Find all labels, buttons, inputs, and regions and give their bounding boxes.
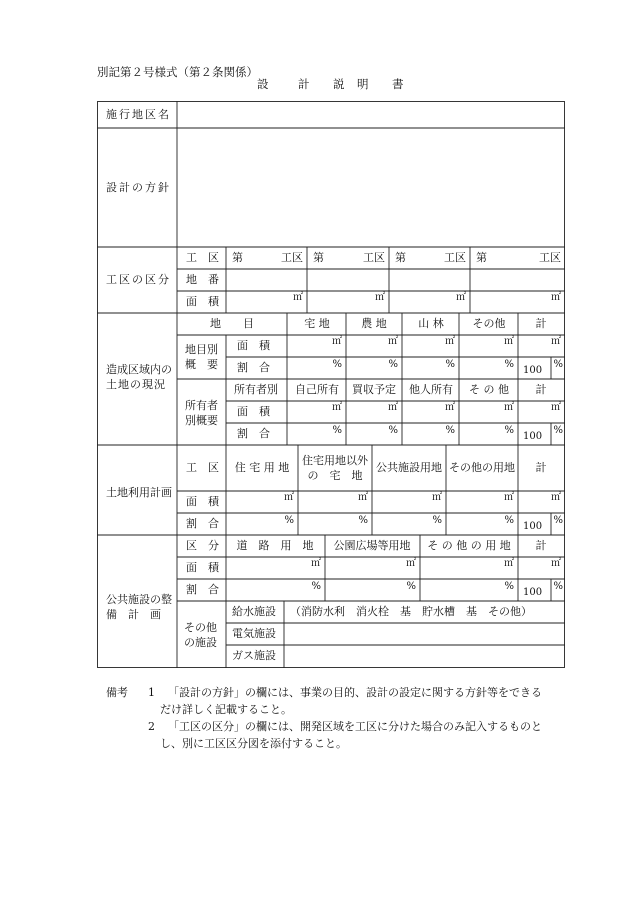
unit-pct: % <box>332 359 342 370</box>
unit-pct: % <box>445 425 455 436</box>
unit-sqm: ㎡ <box>504 492 514 503</box>
total-pct: 100 <box>523 431 543 442</box>
col-park: 公園広場等用地 <box>333 539 411 552</box>
unit-sqm: ㎡ <box>311 558 321 569</box>
unit-pct: % <box>504 581 514 592</box>
by-category-label-2: 概 要 <box>185 358 218 371</box>
unit-sqm: ㎡ <box>445 336 455 347</box>
ratio-row-label: 割 合 <box>237 361 270 374</box>
zone-suffix: 工区 <box>539 251 561 264</box>
col-other: その他の用地 <box>449 461 515 474</box>
ratio-row-label: 割 合 <box>237 427 270 440</box>
ratio-row-label: 割 合 <box>186 583 219 596</box>
col-non-residential-2: の 宅 地 <box>307 469 363 482</box>
unit-pct: % <box>553 359 563 370</box>
total-pct: 100 <box>523 521 543 532</box>
unit-pct: % <box>388 425 398 436</box>
title-char: 書 <box>392 77 404 91</box>
category-residential: 宅 地 <box>304 317 330 330</box>
other-facilities-label-2: の施設 <box>184 636 217 649</box>
unit-sqm: ㎡ <box>388 336 398 347</box>
ratio-row-label: 割 合 <box>186 517 219 530</box>
unit-pct: % <box>432 515 442 526</box>
remark-line: し、別に工区区分図を添付すること。 <box>160 737 347 750</box>
design-policy-label: 設計の方針 <box>106 181 171 194</box>
total-pct: 100 <box>523 587 543 598</box>
unit-pct: % <box>358 515 368 526</box>
unit-sqm: ㎡ <box>388 402 398 413</box>
owner-other: そ の 他 <box>469 383 509 396</box>
land-use-label: 土地利用計画 <box>106 486 172 499</box>
col-total: 計 <box>535 461 547 474</box>
area-row-label: 面 積 <box>186 295 219 308</box>
col-total: 計 <box>535 539 547 552</box>
remark-number: 1 <box>148 686 155 699</box>
col-other: そ の 他 の 用 地 <box>427 539 511 552</box>
unit-pct: % <box>504 359 514 370</box>
unit-sqm: ㎡ <box>432 492 442 503</box>
unit-sqm: ㎡ <box>284 492 294 503</box>
unit-pct: % <box>445 359 455 370</box>
remark-number: 2 <box>148 720 155 733</box>
area-row-label: 面 積 <box>237 405 270 418</box>
unit-sqm: ㎡ <box>504 336 514 347</box>
type-row-label: 区 分 <box>186 539 219 552</box>
col-public: 公共施設用地 <box>376 461 442 474</box>
owner-purchase: 買収予定 <box>352 383 396 396</box>
zone-row-label: 工 区 <box>186 461 219 474</box>
remark-line: だけ詳しく記載すること。 <box>160 703 292 716</box>
owner-self: 自己所有 <box>295 383 339 396</box>
title-char: 明 <box>357 77 369 91</box>
col-road: 道 路 用 地 <box>236 539 314 552</box>
water-facility-detail: （消防水利 消火栓 基 貯水槽 基 その他） <box>290 605 532 618</box>
unit-pct: % <box>553 581 563 592</box>
unit-sqm: ㎡ <box>504 558 514 569</box>
site-name-label: 施行地区名 <box>106 108 171 121</box>
title-char: 計 <box>298 77 310 91</box>
unit-sqm: ㎡ <box>293 292 303 303</box>
unit-sqm: ㎡ <box>551 558 561 569</box>
owner-header: 所有者別 <box>234 383 278 396</box>
work-zone-label: 工区の区分 <box>106 273 171 286</box>
zone-prefix: 第 <box>395 251 406 264</box>
unit-sqm: ㎡ <box>445 402 455 413</box>
unit-sqm: ㎡ <box>406 558 416 569</box>
unit-sqm: ㎡ <box>504 402 514 413</box>
unit-pct: % <box>553 515 563 526</box>
design-form-table <box>97 101 565 668</box>
unit-sqm: ㎡ <box>551 336 561 347</box>
category-other: その他 <box>472 317 506 330</box>
remarks-heading: 備考 <box>106 686 128 699</box>
unit-sqm: ㎡ <box>551 292 561 303</box>
public-facilities-label-2: 備 計 画 <box>106 608 161 621</box>
water-facility-label: 給水施設 <box>232 605 276 618</box>
public-facilities-label-1: 公共施設の整 <box>106 593 172 606</box>
owner-total: 計 <box>535 383 547 396</box>
land-status-label-2: 土地の現況 <box>106 378 166 391</box>
zone-suffix: 工区 <box>281 251 303 264</box>
area-row-label: 面 積 <box>186 495 219 508</box>
area-row-label: 面 積 <box>186 561 219 574</box>
title-char: 説 <box>333 77 345 91</box>
unit-pct: % <box>504 425 514 436</box>
title-char: 設 <box>257 77 269 91</box>
category-total: 計 <box>535 317 547 330</box>
unit-pct: % <box>284 515 294 526</box>
unit-sqm: ㎡ <box>456 292 466 303</box>
zone-prefix: 第 <box>232 251 243 264</box>
owner-label-2: 別概要 <box>185 414 218 427</box>
category-farmland: 農 地 <box>361 317 387 330</box>
col-residential: 住 宅 用 地 <box>234 461 290 474</box>
zone-row-label: 工 区 <box>186 251 219 264</box>
gas-facility-label: ガス施設 <box>232 649 276 662</box>
zone-prefix: 第 <box>476 251 487 264</box>
total-pct: 100 <box>523 365 543 376</box>
zone-prefix: 第 <box>313 251 324 264</box>
electric-facility-label: 電気施設 <box>232 627 276 640</box>
owner-others: 他人所有 <box>409 383 453 396</box>
unit-sqm: ㎡ <box>551 402 561 413</box>
land-status-label-1: 造成区域内の <box>106 363 172 376</box>
owner-label-1: 所有者 <box>185 399 218 412</box>
unit-sqm: ㎡ <box>375 292 385 303</box>
unit-pct: % <box>332 425 342 436</box>
unit-pct: % <box>388 359 398 370</box>
unit-sqm: ㎡ <box>332 402 342 413</box>
unit-sqm: ㎡ <box>332 336 342 347</box>
form-label: 別記第２号様式（第２条関係） <box>97 65 258 79</box>
remark-line: 「設計の方針」の欄には、事業の目的、設計の設定に関する方針等をできる <box>168 686 542 699</box>
area-row-label: 面 積 <box>237 339 270 352</box>
zone-suffix: 工区 <box>363 251 385 264</box>
unit-pct: % <box>553 425 563 436</box>
remark-line: 「工区の区分」の欄には、開発区域を工区に分けた場合のみ記入するものと <box>168 720 542 733</box>
category-header: 地 目 <box>210 317 254 330</box>
unit-sqm: ㎡ <box>551 492 561 503</box>
other-facilities-label-1: その他 <box>184 621 217 634</box>
unit-pct: % <box>504 515 514 526</box>
unit-pct: % <box>406 581 416 592</box>
unit-pct: % <box>311 581 321 592</box>
col-non-residential-1: 住宅用地以外 <box>302 454 368 467</box>
lot-row-label: 地 番 <box>186 273 219 286</box>
unit-sqm: ㎡ <box>358 492 368 503</box>
category-forest: 山 林 <box>418 317 444 330</box>
zone-suffix: 工区 <box>444 251 466 264</box>
by-category-label-1: 地目別 <box>185 343 218 356</box>
